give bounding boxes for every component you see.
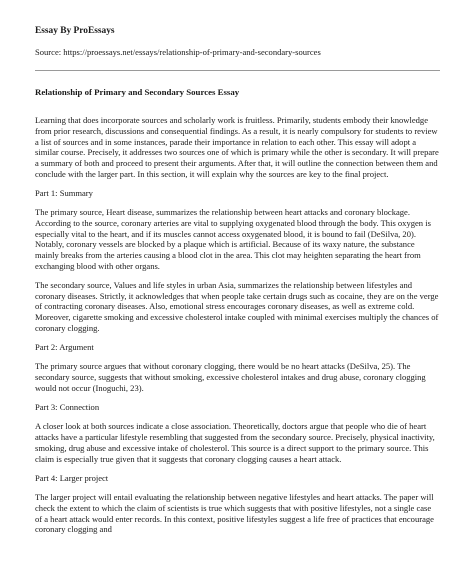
argument-paragraph: The primary source argues that without coronary clogging, there would be no heart attacks (DeSilva, 25). The secondary source, suggests that without smoking, excessive cholesterol intakes and drug abuse, coronary clogging would not occur (Inoguchi, 23). (35, 361, 426, 393)
section-heading-summary: Part 1: Summary (35, 187, 93, 198)
section-heading-argument: Part 2: Argument (35, 342, 94, 353)
source-line (35, 47, 440, 58)
source-url[interactable]: https://proessays.net/essays/relationship-of-primary-and-secondary-sources (63, 46, 321, 57)
source-label: Source: (35, 46, 62, 57)
section-heading-larger-project: Part 4: Larger project (35, 472, 109, 483)
connection-paragraph: A closer look at both sources indicate a close association. Theoretically, doctors argue that people who die of heart attacks have a particular lifestyle resembling that suggested from the secondary source. Precisely, physical inactivity, smoking, drug abuse and excessive intake of cholesterol. This source is a direct support to the primary source. This claim is especially true given that it suggests that coronary clogging causes a heart attack. (35, 421, 435, 464)
summary-paragraph-1: The primary source, Heart disease, summarizes the relationship between heart attacks and coronary blockage. According to the source, coronary arteries are vital to supplying oxygenated blood through the body. This oxygen is especially vital to the heart, and if its muscles cannot access oxygenated blood, it is bound to fail (DeSilva, 20). Notably, coronary vessels are blocked by a plaque which is artificial. Because of its waxy nature, the substance mainly breaks from the arteries causing a blood clot in the area. This clot may heighten separating the heart from exchanging blood with other organs. (35, 207, 431, 271)
intro-paragraph: Learning that does incorporate sources and scholarly work is fruitless. Primarily, students embody their knowledge from prior research, discussions and consequential findings. As a result, it is nearly compulsory for students to review a list of sources and in some instances, parade their importance in relation to each other. This essay will adopt a similar course. Precisely, it addresses two sources one of which is primary while the other is secondary. It will prepare a summary of both and proceed to present their arguments. After that, it will outline the connection between them and conclude with the larger part. In this section, it will explain why the sources are key to the final project. (35, 115, 439, 179)
essay-title: Relationship of Primary and Secondary Sources Essay (35, 87, 240, 98)
section-heading-connection: Part 3: Connection (35, 402, 100, 413)
header-divider (35, 70, 440, 71)
summary-paragraph-2: The secondary source, Values and life styles in urban Asia, summarizes the relationship between lifestyles and coronary diseases. Strictly, it acknowledges that when people take certain drugs such as cocaine, they are on the verge of contracting coronary diseases. Also, emotional stress encourages coronary diseases, as well as extreme cold. Moreover, cigarette smoking and excessive cholesterol intake coupled with minimal exercises multiply the chances of coronary clogging. (35, 280, 439, 333)
larger-project-paragraph: The larger project will entail evaluating the relationship between negative lifestyles and heart attacks. The paper will check the extent to which the claim of scientists is true which suggests that with positive lifestyles, not a single case of a heart attack would enter records. In this context, positive lifestyles suggest a life free of practices that encourage coronary clogging and (35, 492, 434, 535)
brand-title: Essay By ProEssays (35, 26, 115, 36)
